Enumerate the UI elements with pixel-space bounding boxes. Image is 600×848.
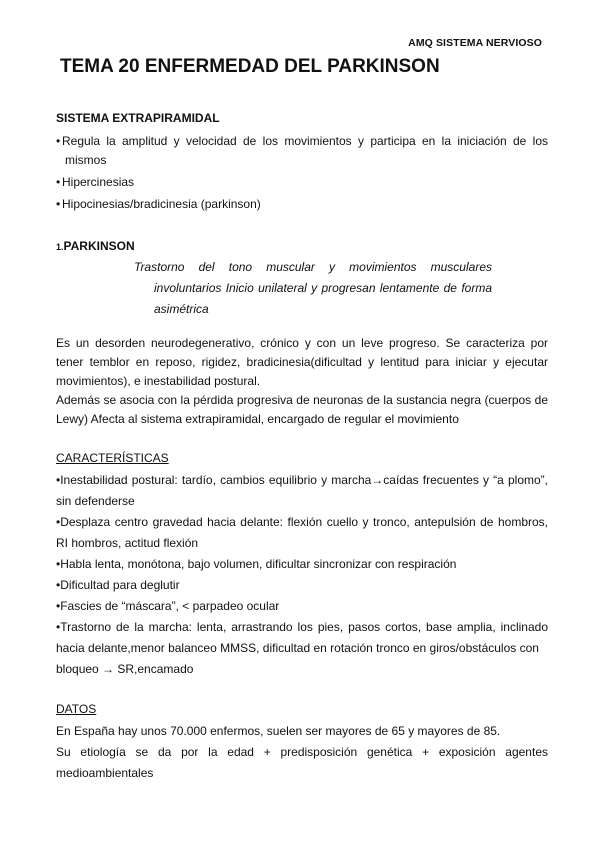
paragraph: En España hay unos 70.000 enfermos, suelen ser mayores de 65 y mayores de 85. <box>56 724 501 738</box>
section-heading-datos: DATOS <box>56 702 97 716</box>
paragraph: Es un desorden neurodegenerativo, crónico y con un leve progreso. Se caracteriza por tener temblor en reposo, rigidez, bradicinesia(dificultad y lentitud para iniciar y ejecutar movimientos), e inestabilidad postural. <box>56 336 548 388</box>
list-item: •Habla lenta, monótona, bajo volumen, dificultar sincronizar con respiración <box>56 557 457 571</box>
extrapiramidal-list <box>56 132 548 214</box>
list-item: •Dificultad para deglutir <box>56 578 180 592</box>
caracteristicas-list <box>56 470 548 659</box>
list-item-text: Hipocinesias/bradicinesia (parkinson) <box>62 197 261 211</box>
list-item: •Desplaza centro gravedad hacia delante: flexión cuello y tronco, antepulsión de hombros, RI hombros, actitud flexión <box>56 515 548 550</box>
section-heading-parkinson <box>56 239 548 253</box>
document-body <box>56 111 548 784</box>
section-heading-text: PARKINSON <box>63 239 135 253</box>
bullet-icon: • <box>56 197 61 211</box>
list-item <box>56 195 548 214</box>
list-item: •Trastorno de la marcha: lenta, arrastrando los pies, pasos cortos, base amplia, inclinado hacia delante,menor balanceo MMSS, dificultad en rotación tronco en giros/obstáculos con <box>56 620 548 655</box>
list-item <box>56 132 548 170</box>
section-heading-extrapiramidal: SISTEMA EXTRAPIRAMIDAL <box>56 111 220 125</box>
document-header-label: AMQ SISTEMA NERVIOSO <box>408 37 542 49</box>
page-title: TEMA 20 ENFERMEDAD DEL PARKINSON <box>60 56 440 77</box>
paragraph: bloqueo → SR,encamado <box>56 662 194 676</box>
list-item-text: Regula la amplitud y velocidad de los movimientos y participa en la iniciación de los mismos <box>62 134 548 167</box>
bullet-icon: • <box>56 175 61 189</box>
section-heading-caracteristicas: CARACTERÍSTICAS <box>56 451 169 465</box>
list-item: •Fascies de “máscara”, < parpadeo ocular <box>56 599 280 613</box>
section-number: 1. <box>56 242 64 252</box>
paragraph: Además se asocia con la pérdida progresiva de neuronas de la sustancia negra (cuerpos de Lewy) Afecta al sistema extrapiramidal, encargado de regular el movimiento <box>56 393 548 426</box>
definition-quote: Trastorno del tono muscular y movimientos musculares involuntarios Inicio unilateral y progresan lentamente de forma asimétrica <box>134 260 492 316</box>
paragraph: Su etiología se da por la edad + predisposición genética + exposición agentes medioambientales <box>56 745 548 780</box>
list-item-text: Hipercinesias <box>62 175 135 189</box>
list-item <box>56 173 548 192</box>
bullet-icon: • <box>56 134 61 148</box>
list-item: •Inestabilidad postural: tardío, cambios equilibrio y marcha→caídas frecuentes y “a plomo”, sin defenderse <box>56 473 548 508</box>
